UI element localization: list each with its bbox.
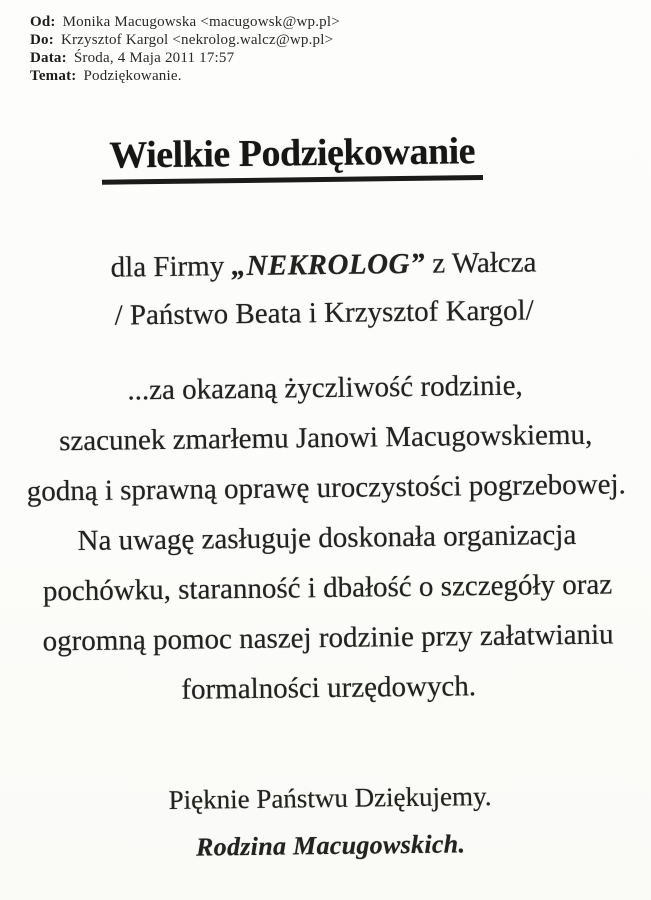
email-subject-row — [30, 67, 651, 85]
email-subject-value: Podziękowanie. — [83, 68, 182, 84]
recipient-line-2: / Państwo Beata i Krzysztof Kargol/ — [114, 293, 534, 332]
paragraph-2 — [1, 517, 651, 710]
email-from-value: Monika Macugowska <macugowsk@wp.pl> — [62, 14, 340, 30]
email-date-value: Środa, 4 Maja 2011 17:57 — [73, 50, 235, 66]
letter-title-wrap — [0, 128, 618, 185]
closing-thanks: Pięknie Państwu Dziękujemy. — [168, 780, 492, 815]
paragraph-2-line-2: pochówku, staranność i dbałość o szczegóły oraz — [42, 568, 613, 608]
recipient-company-name: „NEKROLOG” — [231, 247, 426, 282]
paragraph-2-line-4: formalności urzędowych. — [181, 669, 477, 706]
paragraph-1 — [0, 367, 651, 510]
email-date-label: Data: — [30, 50, 67, 66]
email-to-label: Do: — [30, 32, 54, 48]
paragraph-1-line-3: godną i sprawną oprawę uroczystości pogrzebowej. — [26, 467, 627, 508]
email-from-row — [30, 13, 651, 31]
closing-signature: Rodzina Macugowskich. — [195, 828, 466, 862]
email-to-value: Krzysztof Kargol <nekrolog.walcz@wp.pl> — [60, 32, 334, 48]
paragraph-2-line-3: ogromną pomoc naszej rodzinie przy załatwianiu — [42, 618, 614, 658]
paragraph-1-line-2: szacunek zmarłemu Janowi Macugowskiemu, — [58, 418, 593, 457]
email-subject-label: Temat: — [30, 68, 77, 84]
email-date-row — [30, 49, 651, 67]
recipient-line-1 — [0, 244, 649, 287]
paragraph-1-line-1: ...za okazaną życzliwość rodzinie, — [127, 369, 523, 406]
email-to-row — [30, 31, 651, 49]
letter-body — [0, 128, 651, 865]
letter-title: Wielkie Podziękowanie — [101, 130, 483, 184]
email-header — [0, 0, 651, 85]
recipient-suffix: z Wałcza — [424, 245, 537, 280]
recipient-prefix: dla Firmy — [110, 249, 232, 284]
email-from-label: Od: — [30, 14, 56, 30]
paragraph-2-line-1: Na uwagę zasługuje doskonała organizacja — [77, 518, 577, 557]
